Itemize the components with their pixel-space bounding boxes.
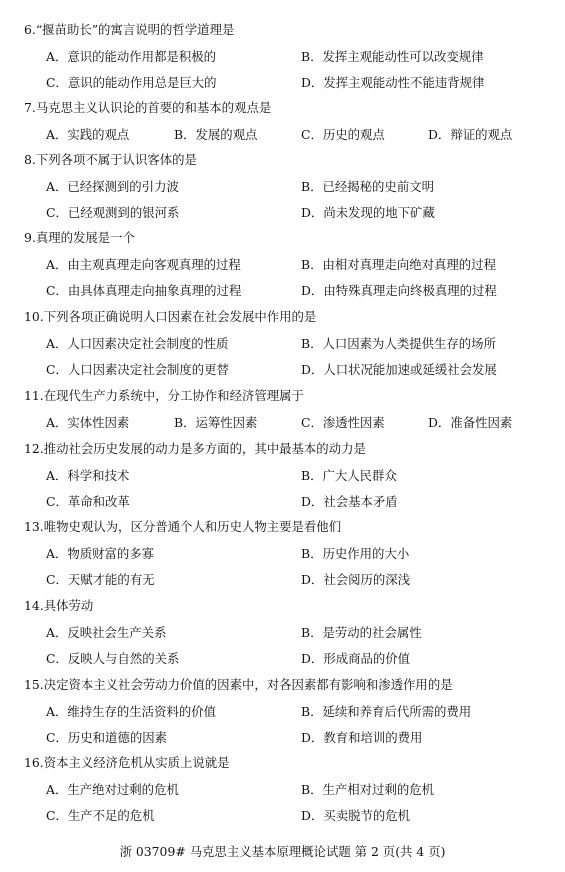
question-number: 6. (24, 22, 36, 37)
question-text: 唯物史观认为，区分普通个人和历史人物主要是看他们 (43, 519, 342, 534)
option-b: B．由相对真理走向绝对真理的过程 (301, 257, 496, 272)
option-a: A．科学和技术 (46, 468, 130, 483)
page-footer: 浙 03709# 马克思主义基本原理概论试题 第 2 页(共 4 页) (119, 844, 446, 859)
option-a: A．实体性因素 (46, 415, 130, 430)
option-d: D．由特殊真理走向终极真理的过程 (301, 283, 497, 298)
question-stem (24, 443, 366, 455)
question-number: 10. (24, 309, 44, 324)
option-d: D．辩证的观点 (428, 127, 513, 142)
option-d: D．尚未发现的地下矿藏 (301, 205, 435, 220)
option-c: C．渗透性因素 (301, 415, 385, 430)
option-d: D．人口状况能加速或延缓社会发展 (301, 362, 497, 377)
option-a: A．实践的观点 (46, 127, 130, 142)
option-a: A．已经探测到的引力波 (46, 179, 179, 194)
question-text: “揠苗助长”的寓言说明的哲学道理是 (35, 22, 235, 37)
option-a: A．人口因素决定社会制度的性质 (46, 336, 229, 351)
option-b: B．是劳动的社会属性 (301, 625, 422, 640)
question-number: 12. (24, 441, 44, 456)
question-text: 推动社会历史发展的动力是多方面的，其中最基本的动力是 (43, 441, 366, 456)
question-stem (24, 311, 316, 323)
option-d: D．形成商品的价值 (301, 651, 411, 666)
question-text: 具体劳动 (43, 598, 94, 613)
option-c: C．意识的能动作用总是巨大的 (46, 75, 217, 90)
question-text: 在现代生产力系统中，分工协作和经济管理属于 (43, 388, 304, 403)
option-b: B．发挥主观能动性可以改变规律 (301, 49, 484, 64)
question-text: 真理的发展是一个 (35, 230, 135, 245)
option-a: A．生产绝对过剩的危机 (46, 782, 179, 797)
option-c: C．革命和改革 (46, 494, 130, 509)
option-c: C．人口因素决定社会制度的更替 (46, 362, 229, 377)
question-number: 9. (24, 230, 36, 245)
option-d: D．发挥主观能动性不能违背规律 (301, 75, 485, 90)
question-stem (24, 154, 197, 166)
option-d: D．教育和培训的费用 (301, 730, 423, 745)
question-number: 8. (24, 152, 36, 167)
option-b: B．人口因素为人类提供生存的场所 (301, 336, 496, 351)
question-text: 资本主义经济危机从实质上说就是 (43, 755, 230, 770)
question-text: 马克思主义认识论的首要的和基本的观点是 (35, 100, 272, 115)
question-number: 7. (24, 100, 36, 115)
option-a: A．由主观真理走向客观真理的过程 (46, 257, 241, 272)
option-c: C．由具体真理走向抽象真理的过程 (46, 283, 242, 298)
question-stem (24, 232, 135, 244)
option-d: D．准备性因素 (428, 415, 513, 430)
option-d: D．买卖脱节的危机 (301, 808, 411, 823)
option-c: C．历史的观点 (301, 127, 385, 142)
option-d: D．社会基本矛盾 (301, 494, 398, 509)
option-b: B．广大人民群众 (301, 468, 397, 483)
question-number: 11. (24, 388, 44, 403)
option-b: B．已经揭秘的史前文明 (301, 179, 435, 194)
question-stem (24, 102, 271, 114)
question-text: 决定资本主义社会劳动力价值的因素中，对各因素都有影响和渗透作用的是 (43, 677, 453, 692)
option-b: B．延续和养育后代所需的费用 (301, 704, 472, 719)
question-number: 15. (24, 677, 44, 692)
option-c: C．天赋才能的有无 (46, 572, 155, 587)
option-a: A．意识的能动作用都是积极的 (46, 49, 217, 64)
question-stem (24, 679, 453, 691)
option-b: B．运筹性因素 (174, 415, 258, 430)
question-stem (24, 521, 341, 533)
option-a: A．反映社会生产关系 (46, 625, 167, 640)
question-text: 下列各项不属于认识客体的是 (35, 152, 197, 167)
option-a: A．维持生存的生活资料的价值 (46, 704, 217, 719)
option-a: A．物质财富的多寡 (46, 546, 155, 561)
option-c: C．反映人与自然的关系 (46, 651, 180, 666)
option-b: B．生产相对过剩的危机 (301, 782, 435, 797)
question-number: 14. (24, 598, 44, 613)
option-b: B．历史作用的大小 (301, 546, 410, 561)
option-b: B．发展的观点 (174, 127, 258, 142)
question-number: 13. (24, 519, 44, 534)
question-text: 下列各项正确说明人口因素在社会发展中作用的是 (43, 309, 317, 324)
option-c: C．历史和道德的因素 (46, 730, 167, 745)
question-number: 16. (24, 755, 44, 770)
question-stem (24, 390, 304, 402)
option-d: D．社会阅历的深浅 (301, 572, 411, 587)
question-stem (24, 757, 230, 769)
option-c: C．已经观测到的银河系 (46, 205, 180, 220)
question-stem (24, 600, 93, 612)
option-c: C．生产不足的危机 (46, 808, 155, 823)
question-stem (24, 24, 234, 36)
